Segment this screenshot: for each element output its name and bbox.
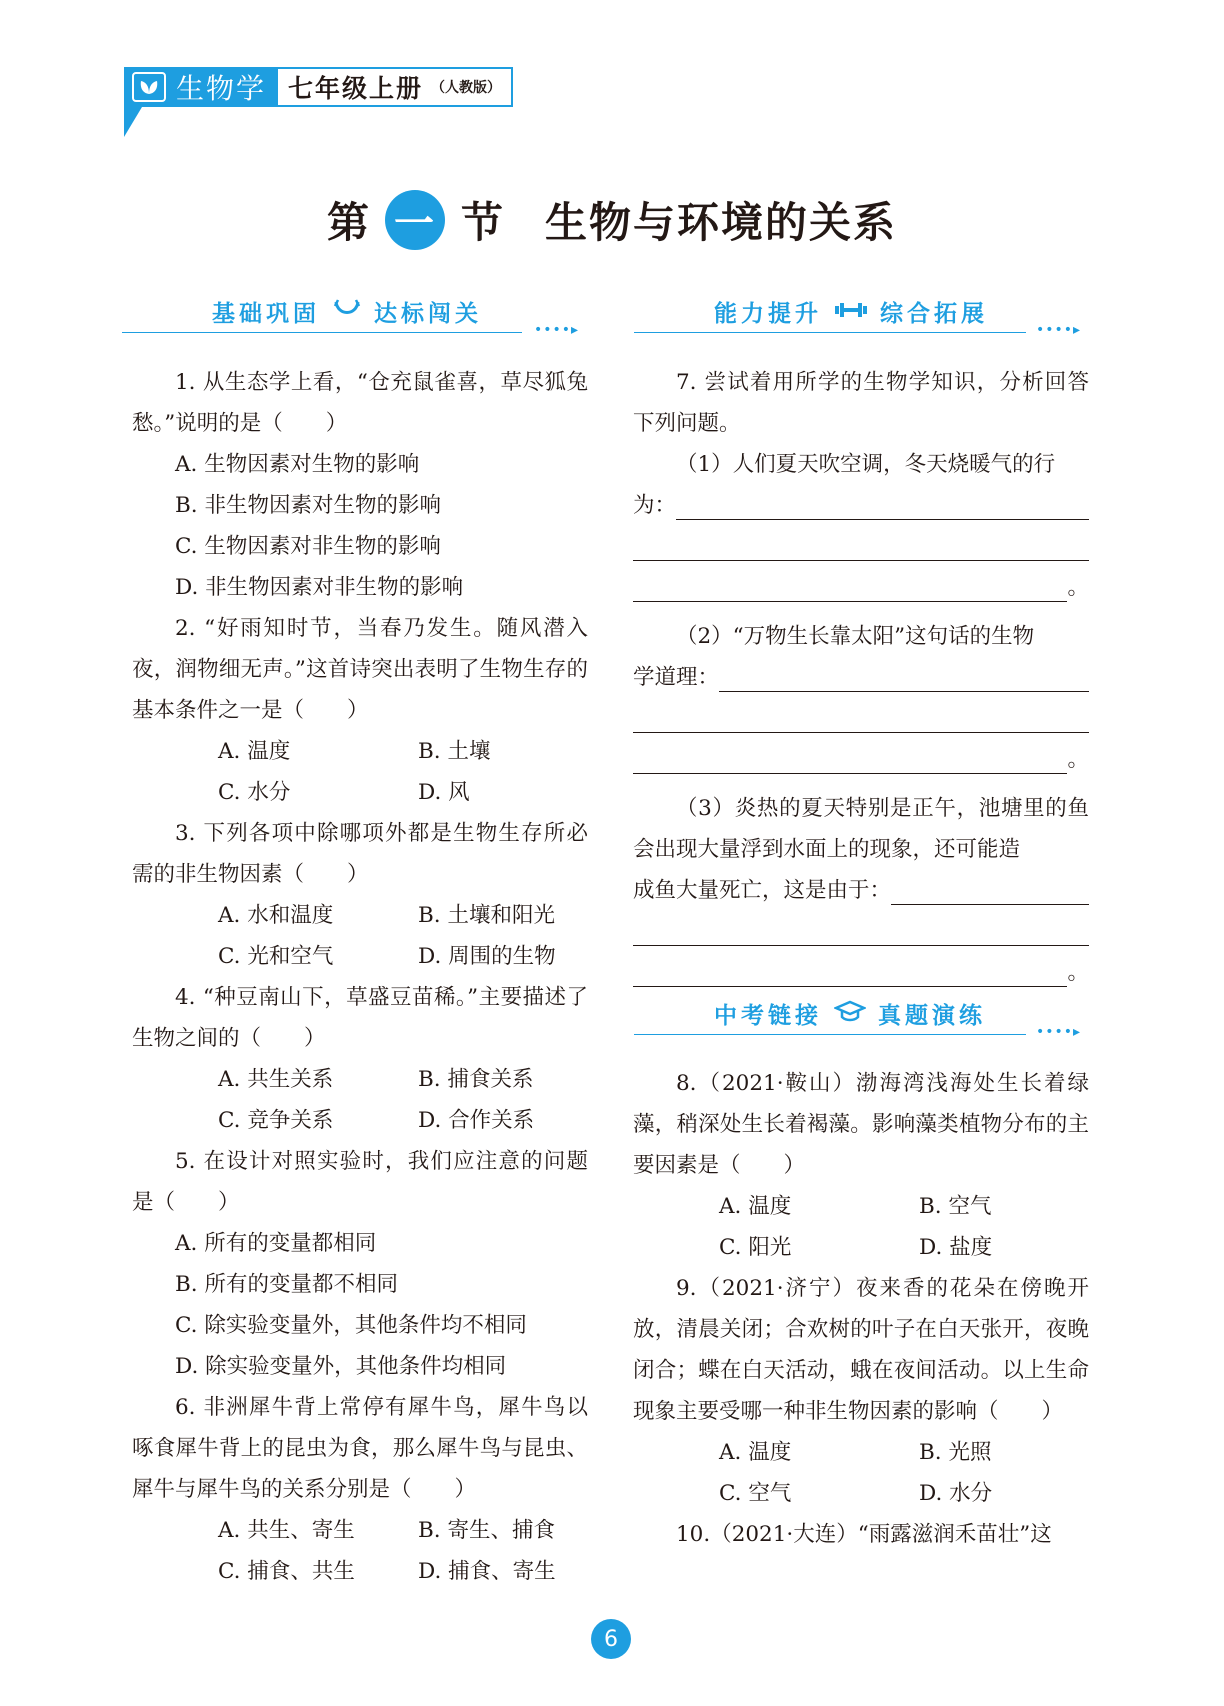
q9-option-a: A. 温度 — [719, 1440, 792, 1465]
q4-option-a: A. 共生关系 — [218, 1067, 334, 1092]
q6-option-d: D. 捕食、寄生 — [418, 1559, 556, 1584]
header-tail-decoration — [124, 107, 142, 137]
q3-option-b: B. 土壤和阳光 — [418, 903, 555, 928]
answer-blank[interactable] — [676, 489, 1089, 520]
section-exam-left: 中考链接 — [714, 1003, 822, 1029]
question-4-stem: 4. “种豆南山下，草盛豆苗稀。”主要描述了生物之间的（ ） — [132, 985, 588, 1051]
section-header-ability — [634, 295, 1094, 345]
q5-option-d: D. 除实验变量外，其他条件均相同 — [175, 1354, 507, 1379]
answer-blank[interactable] — [633, 571, 1067, 602]
section-exam-right: 真题演练 — [878, 1003, 986, 1029]
title-prefix: 第 — [326, 198, 371, 247]
section-header-basic — [122, 295, 592, 345]
q8-options-row1 — [633, 1186, 1089, 1227]
q7-part3: （3）炎热的夏天特别是正午，池塘里的鱼会出现大量浮到水面上的现象，还可能造 — [633, 796, 1089, 862]
right-column-top — [633, 362, 1089, 993]
q7-part3-lead: 成鱼大量死亡，这是由于： — [633, 878, 892, 903]
q1-option-a: A. 生物因素对生物的影响 — [175, 452, 420, 477]
subject-label: 生物学 — [176, 72, 267, 105]
question-6-stem: 6. 非洲犀牛背上常停有犀牛鸟，犀牛鸟以啄食犀牛背上的昆虫为食，那么犀牛鸟与昆虫、犀牛与犀牛鸟的关系分别是（ ） — [132, 1395, 588, 1502]
q7-part1-answer-line-3 — [633, 567, 1089, 608]
q9-option-c: C. 空气 — [719, 1481, 792, 1506]
q9-options-row1 — [633, 1432, 1089, 1473]
edition-label: （人教版） — [431, 80, 502, 96]
q6-option-b: B. 寄生、捕食 — [418, 1518, 555, 1543]
q2-option-d: D. 风 — [418, 780, 470, 805]
section-underline — [634, 1034, 1026, 1035]
q8-option-c: C. 阳光 — [719, 1235, 792, 1260]
question-3-stem: 3. 下列各项中除哪项外都是生物生存所必需的非生物因素（ ） — [132, 821, 588, 887]
answer-blank[interactable] — [633, 911, 1089, 946]
q5-option-c: C. 除实验变量外，其他条件均不相同 — [175, 1313, 527, 1338]
q9-option-d: D. 水分 — [919, 1481, 993, 1506]
question-7-stem: 7. 尝试着用所学的生物学知识，分析回答下列问题。 — [633, 370, 1089, 436]
q2-options-row1 — [132, 731, 588, 772]
section-underline — [634, 332, 1026, 333]
question-8-stem: 8.（2021·鞍山）渤海湾浅海处生长着绿藻，稍深处生长着褐藻。影响藻类植物分布的主要因素是（ ） — [633, 1071, 1089, 1178]
graduation-cap-icon — [834, 1000, 866, 1028]
section-basic-right: 达标闯关 — [374, 301, 482, 327]
answer-blank[interactable] — [633, 743, 1067, 774]
q1-option-d: D. 非生物因素对非生物的影响 — [175, 575, 464, 600]
title-number-circle — [385, 190, 445, 250]
title-number: 一 — [393, 199, 436, 247]
book-header — [124, 67, 513, 107]
q7-part2-answer-line-1 — [633, 657, 1089, 698]
q7-part2: （2）“万物生长靠太阳”这句话的生物 — [676, 624, 1035, 649]
q7-part1-lead: 为： — [633, 493, 677, 518]
q8-option-a: A. 温度 — [719, 1194, 792, 1219]
q7-part1-answer-line-1 — [633, 485, 1089, 526]
q7-part3-answer-line-3 — [633, 952, 1089, 993]
q3-options-row1 — [132, 895, 588, 936]
section-dots: ••••▸ — [534, 322, 580, 338]
q7-part2-lead: 学道理： — [633, 665, 720, 690]
period-mark: 。 — [1067, 575, 1089, 600]
q1-option-b: B. 非生物因素对生物的影响 — [175, 493, 441, 518]
question-9-stem: 9.（2021·济宁）夜来香的花朵在傍晚开放，清晨关闭；合欢树的叶子在白天张开，夜晚闭合；蝶在白天活动，蛾在夜间活动。以上生命现象主要受哪一种非生物因素的影响（ ） — [633, 1276, 1089, 1424]
q2-option-a: A. 温度 — [218, 739, 291, 764]
question-10-stem: 10.（2021·大连）“雨露滋润禾苗壮”这 — [676, 1522, 1052, 1547]
q8-option-b: B. 空气 — [919, 1194, 992, 1219]
section-header-exam — [634, 997, 1094, 1047]
q4-options-row2 — [132, 1100, 588, 1141]
question-5-stem: 5. 在设计对照实验时，我们应注意的问题是（ ） — [132, 1149, 588, 1215]
q7-part1: （1）人们夏天吹空调，冬天烧暖气的行 — [676, 452, 1056, 477]
q2-options-row2 — [132, 772, 588, 813]
q3-option-a: A. 水和温度 — [218, 903, 334, 928]
page-number: 6 — [591, 1619, 631, 1659]
period-mark: 。 — [1067, 960, 1089, 985]
section-title — [0, 190, 1224, 250]
leaf-icon — [132, 72, 166, 102]
smile-icon — [332, 298, 362, 326]
q4-option-c: C. 竞争关系 — [218, 1108, 334, 1133]
section-underline — [122, 332, 522, 333]
q4-option-d: D. 合作关系 — [418, 1108, 535, 1133]
q3-option-c: C. 光和空气 — [218, 944, 334, 969]
answer-blank[interactable] — [633, 526, 1089, 561]
q3-options-row2 — [132, 936, 588, 977]
q5-option-a: A. 所有的变量都相同 — [175, 1231, 377, 1256]
answer-blank[interactable] — [719, 661, 1089, 692]
title-suffix: 节 — [460, 198, 505, 247]
question-2-stem: 2. “好雨知时节，当春乃发生。随风潜入夜，润物细无声。”这首诗突出表明了生物生存的基本条件之一是（ ） — [132, 616, 588, 723]
answer-blank[interactable] — [891, 874, 1089, 905]
q6-option-a: A. 共生、寄生 — [218, 1518, 355, 1543]
title-name: 生物与环境的关系 — [545, 198, 898, 247]
q8-option-d: D. 盐度 — [919, 1235, 993, 1260]
q7-part2-answer-line-3 — [633, 739, 1089, 780]
grade-label: 七年级上册 — [288, 74, 424, 103]
q6-options-row2 — [132, 1551, 588, 1592]
q4-option-b: B. 捕食关系 — [418, 1067, 534, 1092]
q4-options-row1 — [132, 1059, 588, 1100]
q5-option-b: B. 所有的变量都不相同 — [175, 1272, 398, 1297]
answer-blank[interactable] — [633, 956, 1067, 987]
q9-option-b: B. 光照 — [919, 1440, 992, 1465]
section-dots: ••••▸ — [1036, 1024, 1082, 1040]
q2-option-b: B. 土壤 — [418, 739, 491, 764]
left-column — [132, 362, 588, 1592]
grade-box — [278, 67, 513, 107]
q7-part3-answer-line-1 — [633, 870, 1089, 911]
q9-options-row2 — [633, 1473, 1089, 1514]
answer-blank[interactable] — [633, 698, 1089, 733]
subject-badge — [124, 67, 278, 107]
right-column-bottom — [633, 1063, 1089, 1555]
q8-options-row2 — [633, 1227, 1089, 1268]
section-ability-left: 能力提升 — [714, 301, 822, 327]
section-dots: ••••▸ — [1036, 322, 1082, 338]
period-mark: 。 — [1067, 747, 1089, 772]
q2-option-c: C. 水分 — [218, 780, 291, 805]
section-basic-left: 基础巩固 — [212, 301, 320, 327]
q1-option-c: C. 生物因素对非生物的影响 — [175, 534, 441, 559]
dumbbell-icon — [834, 299, 868, 325]
question-1-stem: 1. 从生态学上看，“仓充鼠雀喜，草尽狐兔愁。”说明的是（ ） — [132, 370, 588, 436]
section-ability-right: 综合拓展 — [880, 301, 988, 327]
q6-options-row1 — [132, 1510, 588, 1551]
q3-option-d: D. 周围的生物 — [418, 944, 556, 969]
q6-option-c: C. 捕食、共生 — [218, 1559, 355, 1584]
